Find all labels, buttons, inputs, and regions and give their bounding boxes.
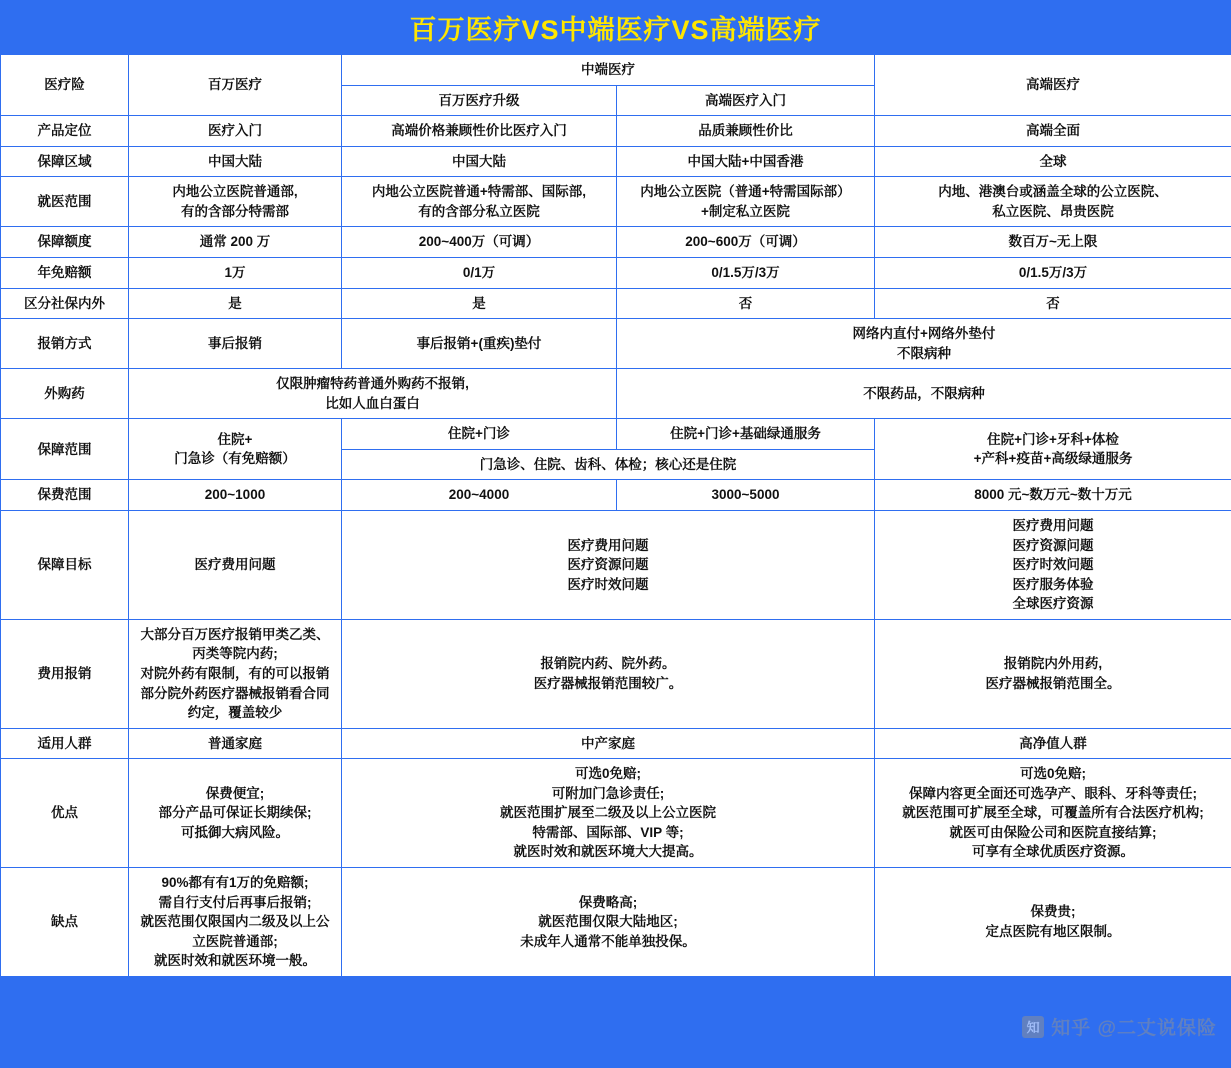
cell-medical-scope-c2: 内地公立医院普通+特需部、国际部, 有的含部分私立医院 [342,177,617,227]
cell-reimbursement-method-merged: 网络内直付+网络外垫付 不限病种 [617,319,1231,369]
table-row [1,177,1231,227]
row-label-external-drugs: 外购药 [1,369,129,419]
cell-cost-reimbursement-c1: 大部分百万医疗报销甲类乙类、 丙类等院内药; 对院外药有限制，有的可以报销 部分院外药医疗器械报销看合同 约定，覆盖较少 [129,619,342,728]
cell-coverage-area-c2: 中国大陆 [342,146,617,177]
cell-target-audience-c4: 高净值人群 [875,728,1231,759]
cell-social-insurance-c1: 是 [129,288,342,319]
cell-premium-range-c3: 3000~5000 [617,480,875,511]
cell-advantages-c23: 可选0免赔; 可附加门急诊责任; 就医范围扩展至二级及以上公立医院 特需部、国际部、VIP 等; 就医时效和就医环境大大提高。 [342,759,875,868]
cell-deductible-c2: 0/1万 [342,257,617,288]
cell-cost-reimbursement-c23: 报销院内药、院外药。 医疗器械报销范围较广。 [342,619,875,728]
col-header-baiwan: 百万医疗 [129,55,342,116]
row-label-coverage-goal: 保障目标 [1,511,129,620]
cell-disadvantages-c1: 90%都有有1万的免赔额; 需自行支付后再事后报销; 就医范围仅限国内二级及以上公 立医院普通部; 就医时效和就医环境一般。 [129,868,342,977]
cell-target-audience-c1: 普通家庭 [129,728,342,759]
cell-premium-range-c4: 8000 元~数万元~数十万元 [875,480,1231,511]
cell-product-position-c4: 高端全面 [875,116,1231,147]
table-row [1,868,1231,977]
table-row [1,146,1231,177]
row-label-cost-reimbursement: 费用报销 [1,619,129,728]
cell-premium-range-c1: 200~1000 [129,480,342,511]
watermark [1022,1013,1217,1040]
zhihu-logo-icon: 知 [1022,1016,1044,1038]
table-row [1,759,1231,868]
cell-coverage-goal-c1: 医疗费用问题 [129,511,342,620]
table-row [1,257,1231,288]
row-label-premium-range: 保费范围 [1,480,129,511]
cell-benefit-scope-c2-top: 住院+门诊 [342,419,617,450]
table-row [1,319,1231,369]
cell-external-drugs-left: 仅限肿瘤特药普通外购药不报销, 比如人血白蛋白 [129,369,617,419]
cell-product-position-c3: 品质兼顾性价比 [617,116,875,147]
cell-benefit-scope-c1: 住院+ 门急诊（有免赔额） [129,419,342,480]
cell-coverage-area-c4: 全球 [875,146,1231,177]
cell-reimbursement-method-c1: 事后报销 [129,319,342,369]
cell-benefit-scope-c3-top: 住院+门诊+基础绿通服务 [617,419,875,450]
col-header-baiwan-upgrade: 百万医疗升级 [342,85,617,116]
cell-deductible-c3: 0/1.5万/3万 [617,257,875,288]
cell-advantages-c4: 可选0免赔; 保障内容更全面还可选孕产、眼科、牙科等责任; 就医范围可扩展至全球，可覆盖所有合法医疗机构; 就医可由保险公司和医院直接结算; 可享有全球优质医疗资源。 [875,759,1231,868]
row-label-advantages: 优点 [1,759,129,868]
cell-deductible-c1: 1万 [129,257,342,288]
cell-reimbursement-method-c2: 事后报销+(重疾)垫付 [342,319,617,369]
cell-benefit-scope-c4: 住院+门诊+牙科+体检 +产科+疫苗+高级绿通服务 [875,419,1231,480]
cell-product-position-c2: 高端价格兼顾性价比医疗入门 [342,116,617,147]
row-label-coverage-limit: 保障额度 [1,227,129,258]
row-label-reimbursement-method: 报销方式 [1,319,129,369]
table-row [1,728,1231,759]
cell-coverage-area-c3: 中国大陆+中国香港 [617,146,875,177]
cell-coverage-limit-c4: 数百万~无上限 [875,227,1231,258]
header-row-label: 医疗险 [1,55,129,116]
table-row [1,227,1231,258]
cell-medical-scope-c3: 内地公立医院（普通+特需国际部） +制定私立医院 [617,177,875,227]
row-label-product-position: 产品定位 [1,116,129,147]
table-header-row [1,55,1231,86]
cell-coverage-limit-c2: 200~400万（可调） [342,227,617,258]
cell-social-insurance-c2: 是 [342,288,617,319]
cell-coverage-limit-c1: 通常 200 万 [129,227,342,258]
col-header-gaoduan-entry: 高端医疗入门 [617,85,875,116]
row-label-benefit-scope: 保障范围 [1,419,129,480]
table-row [1,511,1231,620]
cell-coverage-goal-c4: 医疗费用问题 医疗资源问题 医疗时效问题 医疗服务体验 全球医疗资源 [875,511,1231,620]
cell-premium-range-c2: 200~4000 [342,480,617,511]
col-header-gaoduan: 高端医疗 [875,55,1231,116]
table-row [1,480,1231,511]
cell-coverage-area-c1: 中国大陆 [129,146,342,177]
row-label-deductible: 年免赔额 [1,257,129,288]
cell-cost-reimbursement-c4: 报销院内外用药, 医疗器械报销范围全。 [875,619,1231,728]
comparison-table [0,54,1231,977]
table-row [1,419,1231,450]
row-label-disadvantages: 缺点 [1,868,129,977]
cell-product-position-c1: 医疗入门 [129,116,342,147]
cell-deductible-c4: 0/1.5万/3万 [875,257,1231,288]
cell-coverage-goal-c23: 医疗费用问题 医疗资源问题 医疗时效问题 [342,511,875,620]
cell-external-drugs-right: 不限药品，不限病种 [617,369,1231,419]
row-label-social-insurance: 区分社保内外 [1,288,129,319]
cell-medical-scope-c4: 内地、港澳台或涵盖全球的公立医院、 私立医院、昂贵医院 [875,177,1231,227]
cell-medical-scope-c1: 内地公立医院普通部, 有的含部分特需部 [129,177,342,227]
row-label-coverage-area: 保障区域 [1,146,129,177]
watermark-text: 知乎 @二丈说保险 [1051,1018,1217,1039]
col-header-zhongduan-group: 中端医疗 [342,55,875,86]
cell-target-audience-c23: 中产家庭 [342,728,875,759]
cell-disadvantages-c4: 保费贵; 定点医院有地区限制。 [875,868,1231,977]
cell-benefit-scope-c23-bottom: 门急诊、住院、齿科、体检；核心还是住院 [342,449,875,480]
cell-coverage-limit-c3: 200~600万（可调） [617,227,875,258]
cell-social-insurance-c4: 否 [875,288,1231,319]
row-label-medical-scope: 就医范围 [1,177,129,227]
cell-disadvantages-c23: 保费略高; 就医范围仅限大陆地区; 未成年人通常不能单独投保。 [342,868,875,977]
table-row [1,116,1231,147]
table-row [1,619,1231,728]
cell-social-insurance-c3: 否 [617,288,875,319]
cell-advantages-c1: 保费便宜; 部分产品可保证长期续保; 可抵御大病风险。 [129,759,342,868]
row-label-target-audience: 适用人群 [1,728,129,759]
table-row [1,369,1231,419]
table-row [1,288,1231,319]
page-title: 百万医疗VS中端医疗VS高端医疗 [409,14,822,45]
